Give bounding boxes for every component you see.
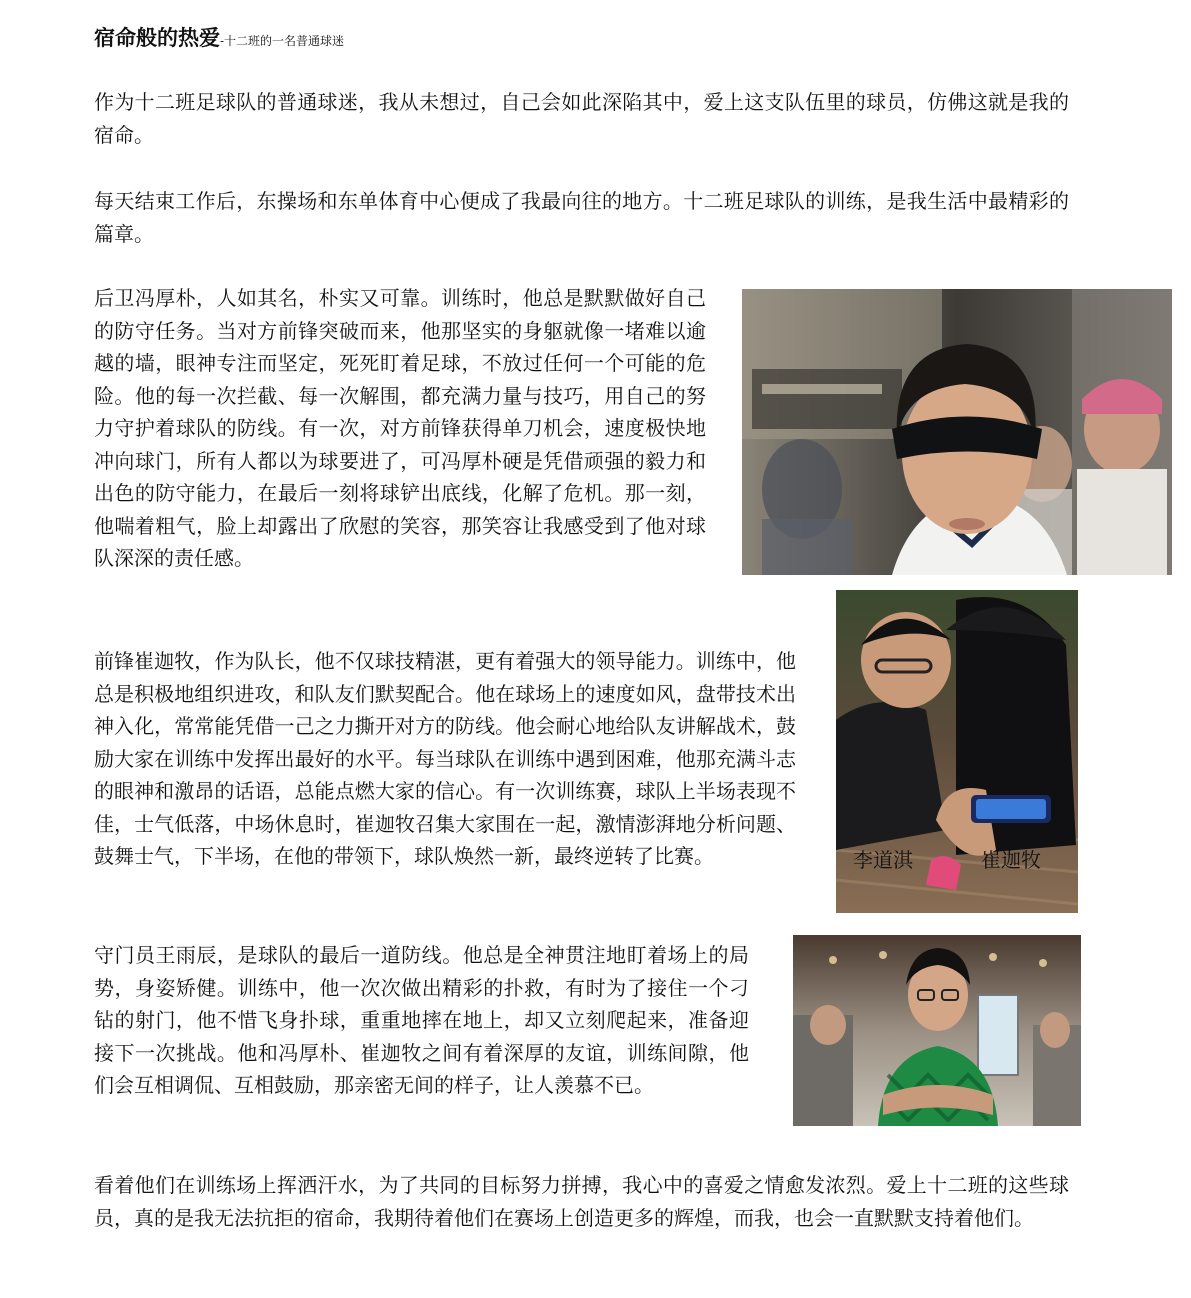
paragraph-defender: 后卫冯厚朴，人如其名，朴实又可靠。训练时，他总是默默做好自己的防守任务。当对方前锋突破而来，他那坚实的身躯就像一堵难以逾越的墙，眼神专注而坚定，死死盯着足球，不放过任何一个可能的危险。他的每一次拦截、每一次解围，都充满力量与技巧，用自己的努力守护着球队的防线。有一次，对方前锋获得单刀机会，速度极快地冲向球门，所有人都以为球要进了，可冯厚朴硬是凭借顽强的毅力和出色的防守能力，在最后一刻将球铲出底线，化解了危机。那一刻，他喘着粗气，脸上却露出了欣慰的笑容，那笑容让我感受到了他对球队深深的责任感。 [94, 286, 706, 570]
paragraph-closing: 看着他们在训练场上挥洒汗水，为了共同的目标努力拼搏，我心中的喜爱之情愈发浓烈。爱上十二班的这些球员，真的是我无法抗拒的宿命，我期待着他们在赛场上创造更多的辉煌，而我，也会一直默默支持着他们。 [94, 1173, 1069, 1230]
paragraph-forward: 前锋崔迦牧，作为队长，他不仅球技精湛，更有着强大的领导能力。训练中，他总是积极地组织进攻，和队友们默契配合。他在球场上的速度如风，盘带技术出神入化，常常能凭借一己之力撕开对方的防线。他会耐心地给队友讲解战术，鼓励大家在训练中发挥出最好的水平。每当球队在训练中遇到困难，他那充满斗志的眼神和激昂的话语，总能点燃大家的信心。有一次训练赛，球队上半场表现不佳，士气低落，中场休息时，崔迦牧召集大家围在一起，激情澎湃地分析问题、鼓舞士气，下半场，在他的带领下，球队焕然一新，最终逆转了比赛。 [94, 649, 796, 868]
photo-defender-image [742, 289, 1172, 575]
paragraph-intro: 作为十二班足球队的普通球迷，我从未想过，自己会如此深陷其中，爱上这支队伍里的球员，仿佛这就是我的宿命。 [94, 90, 1069, 147]
caption-li-daoqi: 李道淇 [853, 848, 913, 872]
photo-goalkeeper [793, 935, 1081, 1126]
photo-goalkeeper-image [793, 935, 1081, 1126]
title-subtitle: -十二班的一名普通球迷 [220, 34, 345, 48]
paragraph-daily: 每天结束工作后，东操场和东单体育中心便成了我最向往的地方。十二班足球队的训练，是我生活中最精彩的篇章。 [94, 189, 1069, 246]
paragraph-goalkeeper: 守门员王雨辰，是球队的最后一道防线。他总是全神贯注地盯着场上的局势，身姿矫健。训练中，他一次次做出精彩的扑救，有时为了接住一个刁钻的射门，他不惜飞身扑球，重重地摔在地上，却又立刻爬起来，准备迎接下一次挑战。他和冯厚朴、崔迦牧之间有着深厚的友谊，训练间隙，他们会互相调侃、互相鼓励，那亲密无间的样子，让人羡慕不已。 [94, 943, 749, 1097]
photo-defender [742, 289, 1172, 575]
title-main: 宿命般的热爱 [94, 25, 220, 50]
article-title [94, 22, 344, 52]
photo-forward [836, 590, 1078, 913]
caption-cui-jiamu: 崔迦牧 [981, 848, 1041, 872]
